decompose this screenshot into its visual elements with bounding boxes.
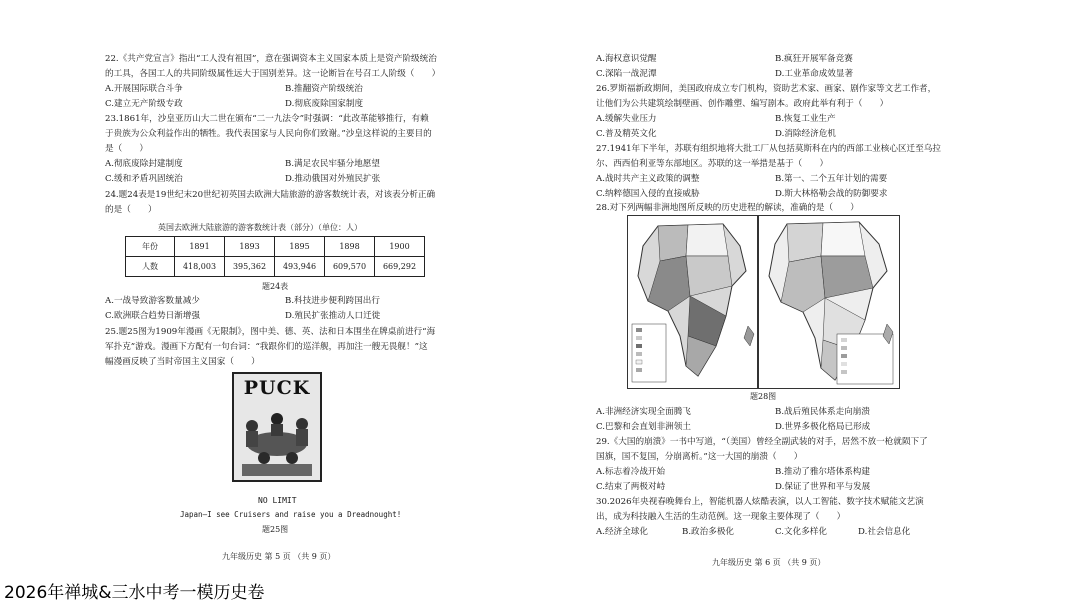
q25-caption: 题25图 <box>262 525 289 534</box>
q30-line-2: 出，成为科技融入生活的生动范例。这一现象主要体现了（ ） <box>596 512 846 522</box>
q22-option-b: B.推翻资产阶级统治 <box>285 84 363 94</box>
puck-cartoon-image <box>232 372 322 482</box>
q25-option-d: D.工业革命成效显著 <box>775 69 854 79</box>
q24-stats-table <box>125 236 425 277</box>
q27-line-2: 尔、西西伯利亚等东部地区。苏联的这一举措是基于（ ） <box>596 159 829 169</box>
q28-caption: 题28图 <box>750 392 777 401</box>
q28-line-1: 28.对下列两幅非洲地图所反映的历史进程的解读，准确的是（ ） <box>596 203 859 213</box>
table-cell-count: 669,292 <box>375 257 425 277</box>
q23-option-d: D.推动俄国对外殖民扩张 <box>285 174 381 184</box>
q26-option-b: B.恢复工业生产 <box>775 114 836 124</box>
q25-option-a: A.海权意识觉醒 <box>596 54 657 64</box>
cartoon-caption-line: Japan—I see Cruisers and raise you a Dreadnought! <box>180 510 402 519</box>
q29-line-1: 29.《大国的崩溃》一书中写道，“（美国）曾经全副武装的对手，居然不放一枪就陨下了 <box>596 437 928 447</box>
q29-line-2: 国旗，国不复国，分崩离析。”这一大国的崩溃（ ） <box>596 452 803 462</box>
q27-option-a: A.战时共产主义政策的调整 <box>596 174 700 184</box>
q27-line-1: 27.1941年下半年，苏联有组织地将大批工厂从包括莫斯科在内的西部工业核心区迁至乌拉 <box>596 144 941 154</box>
table-header-label: 年份 <box>126 237 175 257</box>
exam-page-6 <box>540 0 1080 575</box>
q27-option-b: B.第一、二个五年计划的需要 <box>775 174 888 184</box>
table-cell-count: 609,570 <box>325 257 375 277</box>
q24-line-2: 的是（ ） <box>105 205 157 215</box>
table-cell-count: 493,946 <box>275 257 325 277</box>
table-cell-year: 1898 <box>325 237 375 257</box>
q25-line-2: 军扑克”游戏。漫画下方配有一句台词：“我跟你们的巡洋舰，再加注一艘无畏舰！”这 <box>105 342 428 352</box>
q30-option-a: A.经济全球化 <box>596 527 648 537</box>
q22-line-2: 的工具，各国工人的共同阶级属性远大于国别差异。这一论断旨在号召工人阶级（ ） <box>105 69 441 79</box>
cartoon-caption-title: NO LIMIT <box>258 496 297 505</box>
q24-option-a: A.一战导致游客数量减少 <box>105 296 200 306</box>
table-cell-year: 1893 <box>225 237 275 257</box>
table-row <box>126 237 425 257</box>
card-table-illustration <box>234 374 320 480</box>
q28-option-c: C.巴黎和会直划非洲领土 <box>596 422 691 432</box>
page-footer-6: 九年级历史 第 6 页 （共 9 页） <box>712 558 826 567</box>
q26-line-2: 让他们为公共建筑绘制壁画、创作雕塑、编写剧本。政府此举有利于（ ） <box>596 99 889 109</box>
q30-line-1: 30.2026年央视春晚舞台上，智能机器人炫酷表演，以人工智能、数字技术赋能文艺演 <box>596 497 924 507</box>
q23-option-b: B.满足农民牢骚分地愿望 <box>285 159 380 169</box>
africa-map-left <box>627 215 758 389</box>
table-cell-year: 1895 <box>275 237 325 257</box>
q22-option-c: C.建立无产阶级专政 <box>105 99 183 109</box>
table-row-label: 人数 <box>126 257 175 277</box>
q27-option-c: C.纳粹德国入侵的直接威胁 <box>596 189 700 199</box>
table-cell-year: 1891 <box>175 237 225 257</box>
q28-option-a: A.非洲经济实现全面腾飞 <box>596 407 691 417</box>
q30-option-d: D.社会信息化 <box>858 527 911 537</box>
page-footer-5: 九年级历史 第 5 页 （共 9 页） <box>222 552 336 561</box>
q25-option-b: B.疯狂开展军备竞赛 <box>775 54 853 64</box>
q24-table-title: 英国去欧洲大陆旅游的游客数统计表（部分）（单位：人） <box>158 223 362 232</box>
q23-line-2: 于贵族为公众利益作出的牺牲。我代表国家与人民向你们致谢。”沙皇这样说的主要目的 <box>105 129 432 139</box>
q24-caption: 题24表 <box>262 282 289 291</box>
q29-option-b: B.推动了雅尔塔体系构建 <box>775 467 870 477</box>
q22-line-1: 22.《共产党宣言》指出“工人没有祖国”，意在强调资本主义国家本质上是资产阶级统治 <box>105 54 437 64</box>
q29-option-a: A.标志着冷战开始 <box>596 467 666 477</box>
q22-option-d: D.彻底废除国家制度 <box>285 99 364 109</box>
table-cell-count: 418,003 <box>175 257 225 277</box>
q25-line-3: 幅漫画反映了当时帝国主义国家（ ） <box>105 357 260 367</box>
q24-option-c: C.欧洲联合趋势日渐增强 <box>105 311 200 321</box>
q24-option-b: B.科技进步便利跨国出行 <box>285 296 380 306</box>
q23-option-c: C.缓和矛盾巩固统治 <box>105 174 183 184</box>
q26-option-c: C.普及精英文化 <box>596 129 657 139</box>
q30-option-c: C.文化多样化 <box>775 527 827 537</box>
q24-option-d: D.殖民扩张推动人口迁徙 <box>285 311 381 321</box>
q25-line-1: 25.题25图为1909年漫画《无限制》，图中美、德、英、法和日本围坐在牌桌前进行“海 <box>105 327 436 337</box>
q23-line-1: 23.1861年，沙皇亚历山大二世在颁布“二一九法令”时强调：“此改革能够推行，有赖 <box>105 114 429 124</box>
q29-option-d: D.保证了世界和平与发展 <box>775 482 871 492</box>
table-row <box>126 257 425 277</box>
puck-title: PUCK <box>243 377 311 399</box>
table-cell-count: 395,362 <box>225 257 275 277</box>
q23-line-3: 是（ ） <box>105 144 148 154</box>
africa-map-left-drawing <box>628 216 757 388</box>
q26-line-1: 26.罗斯福新政期间，美国政府成立专门机构，资助艺术家、画家、剧作家等文艺工作者， <box>596 84 937 94</box>
q23-option-a: A.彻底废除封建制度 <box>105 159 183 169</box>
q29-option-c: C.结束了两极对峙 <box>596 482 666 492</box>
q30-option-b: B.政治多极化 <box>682 527 735 537</box>
exam-title-banner: 2026年禅城&三水中考一模历史卷 <box>4 583 265 603</box>
q24-line-1: 24.题24表是19世纪末20世纪初英国去欧洲大陆旅游的游客数统计表，对该表分析正确 <box>105 190 436 200</box>
table-cell-year: 1900 <box>375 237 425 257</box>
q28-option-d: D.世界多极化格局已形成 <box>775 422 871 432</box>
q27-option-d: D.斯大林格勒会战的防御要求 <box>775 189 888 199</box>
q22-option-a: A.开展国际联合斗争 <box>105 84 183 94</box>
q26-option-d: D.消除经济危机 <box>775 129 836 139</box>
q28-option-b: B.战后殖民体系走向崩溃 <box>775 407 870 417</box>
q25-option-c: C.深陷一战泥潭 <box>596 69 657 79</box>
africa-map-right-drawing <box>759 216 899 388</box>
q26-option-a: A.缓解失业压力 <box>596 114 657 124</box>
exam-page-5 <box>0 0 540 575</box>
africa-map-right <box>758 215 900 389</box>
